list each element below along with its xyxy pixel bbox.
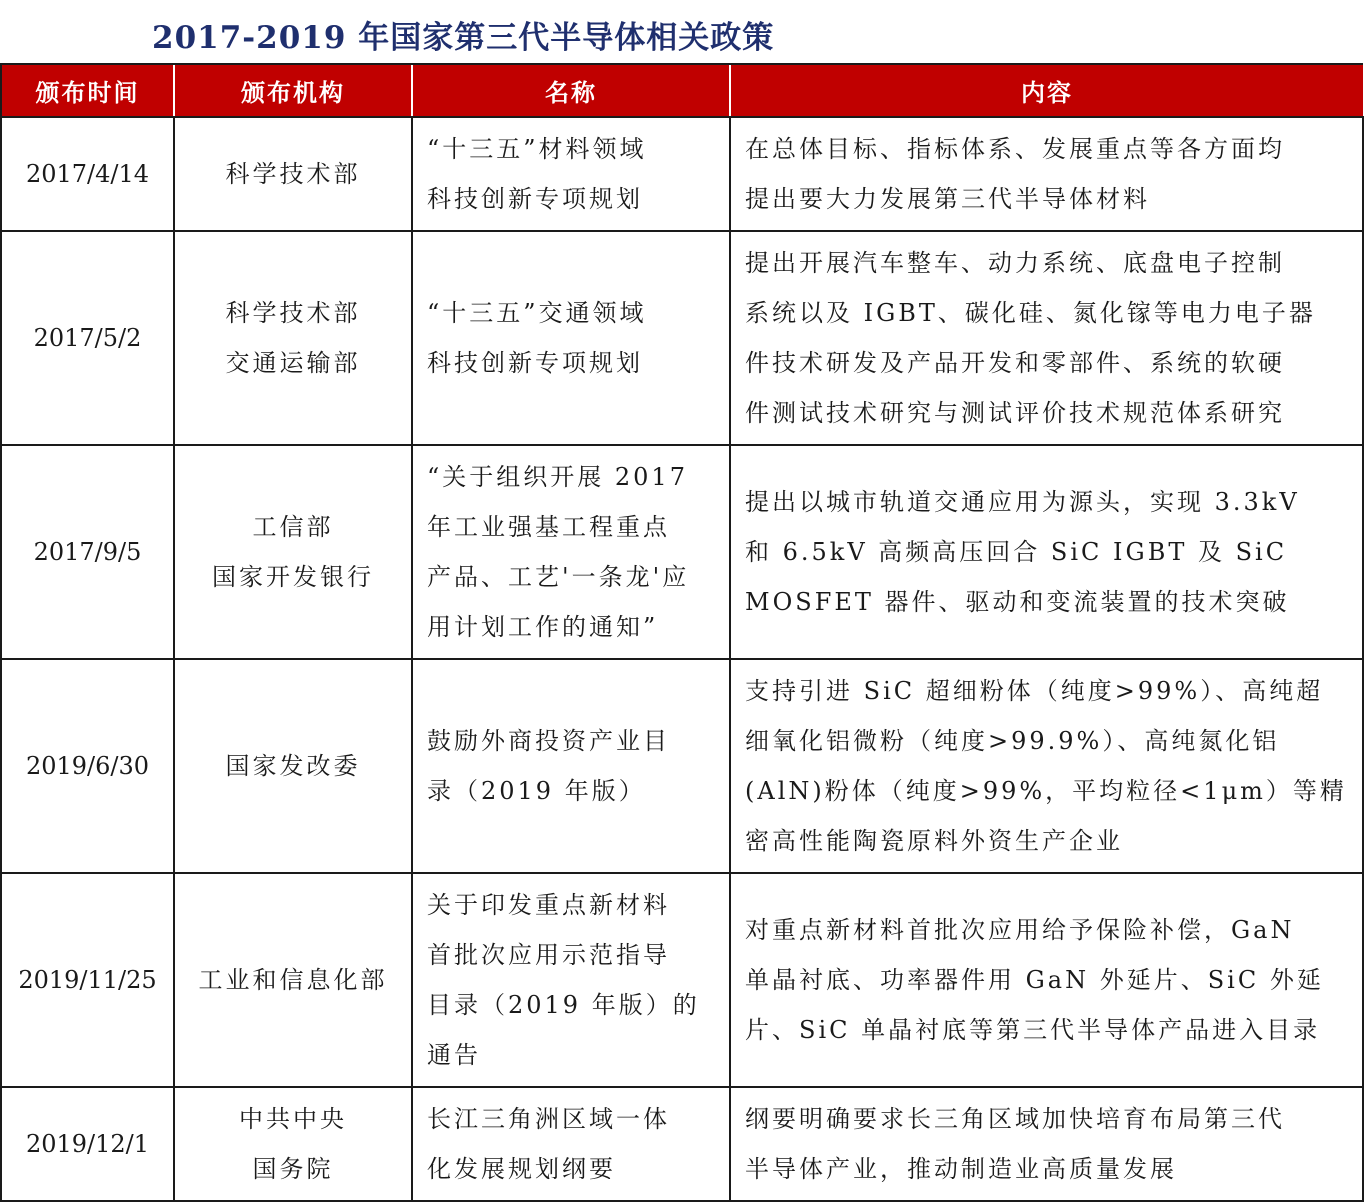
name-line: “十三五”材料领域 [427, 135, 647, 163]
cell-date: 2019/11/25 [1, 873, 174, 1087]
org-line: 工信部 [252, 513, 334, 541]
header-name: 名称 [412, 64, 730, 117]
content-line: 纲要明确要求长三角区域加快培育布局第三代 [745, 1105, 1285, 1133]
name-line: 年工业强基工程重点 [427, 513, 670, 541]
table-header-row [1, 64, 1363, 117]
content-line: 对重点新材料首批次应用给予保险补偿，GaN [745, 916, 1295, 944]
table-row [1, 659, 1363, 873]
cell-content [730, 873, 1363, 1087]
org-line: 科学技术部 [225, 299, 361, 327]
cell-name [412, 659, 730, 873]
content-line: (AlN)粉体（纯度>99%，平均粒径<1μm）等精 [745, 777, 1347, 805]
name-line: 科技创新专项规划 [427, 349, 643, 377]
content-line: MOSFET 器件、驱动和变流装置的技术突破 [745, 588, 1290, 616]
cell-date: 2017/9/5 [1, 445, 174, 659]
content-line: 系统以及 IGBT、碳化硅、氮化镓等电力电子器 [745, 299, 1316, 327]
table-row [1, 231, 1363, 445]
cell-org [174, 117, 412, 231]
content-line: 提出要大力发展第三代半导体材料 [745, 185, 1150, 213]
table-row [1, 445, 1363, 659]
content-line: 细氧化铝微粉（纯度>99.9%）、高纯氮化铝 [745, 727, 1280, 755]
cell-name [412, 445, 730, 659]
content-line: 件技术研发及产品开发和零部件、系统的软硬 [745, 349, 1285, 377]
header-org: 颁布机构 [174, 64, 412, 117]
content-line: 片、SiC 单晶衬底等第三代半导体产品进入目录 [745, 1016, 1321, 1044]
name-line: “十三五”交通领域 [427, 299, 647, 327]
org-line: 工业和信息化部 [198, 966, 388, 994]
org-line: 国务院 [252, 1155, 334, 1183]
cell-date: 2017/5/2 [1, 231, 174, 445]
name-line: 用计划工作的通知” [427, 613, 659, 641]
org-line: 中共中央 [239, 1105, 347, 1133]
cell-content [730, 659, 1363, 873]
name-line: 关于印发重点新材料 [427, 891, 670, 919]
cell-org [174, 445, 412, 659]
header-content: 内容 [730, 64, 1363, 117]
name-line: 化发展规划纲要 [427, 1155, 616, 1183]
cell-name [412, 873, 730, 1087]
page-title: 2017-2019 年国家第三代半导体相关政策 [152, 20, 775, 56]
name-line: 产品、工艺'一条龙'应 [427, 563, 690, 591]
name-line: 通告 [427, 1041, 481, 1069]
org-line: 交通运输部 [225, 349, 361, 377]
cell-content [730, 117, 1363, 231]
table-row [1, 1087, 1363, 1201]
content-line: 和 6.5kV 高频高压回合 SiC IGBT 及 SiC [745, 538, 1288, 566]
cell-org [174, 873, 412, 1087]
content-line: 密高性能陶瓷原料外资生产企业 [745, 827, 1123, 855]
content-line: 支持引进 SiC 超细粉体（纯度>99%）、高纯超 [745, 677, 1324, 705]
org-line: 科学技术部 [225, 160, 361, 188]
cell-org [174, 1087, 412, 1201]
name-line: 录（2019 年版） [427, 777, 646, 805]
content-line: 件测试技术研究与测试评价技术规范体系研究 [745, 399, 1285, 427]
name-line: 目录（2019 年版）的 [427, 991, 700, 1019]
org-line: 国家开发银行 [212, 563, 374, 591]
cell-org [174, 659, 412, 873]
content-line: 提出以城市轨道交通应用为源头，实现 3.3kV [745, 488, 1300, 516]
name-line: 鼓励外商投资产业目 [427, 727, 670, 755]
cell-date: 2019/6/30 [1, 659, 174, 873]
table-row [1, 873, 1363, 1087]
cell-org [174, 231, 412, 445]
header-date: 颁布时间 [1, 64, 174, 117]
cell-name [412, 117, 730, 231]
cell-content [730, 231, 1363, 445]
content-line: 半导体产业，推动制造业高质量发展 [745, 1155, 1177, 1183]
cell-name [412, 1087, 730, 1201]
cell-name [412, 231, 730, 445]
org-line: 国家发改委 [225, 752, 361, 780]
table-row [1, 117, 1363, 231]
name-line: 首批次应用示范指导 [427, 941, 670, 969]
cell-date: 2017/4/14 [1, 117, 174, 231]
name-line: 长江三角洲区域一体 [427, 1105, 670, 1133]
cell-content [730, 445, 1363, 659]
name-line: “关于组织开展 2017 [427, 463, 688, 491]
name-line: 科技创新专项规划 [427, 185, 643, 213]
content-line: 提出开展汽车整车、动力系统、底盘电子控制 [745, 249, 1285, 277]
content-line: 在总体目标、指标体系、发展重点等各方面均 [745, 135, 1285, 163]
cell-date: 2019/12/1 [1, 1087, 174, 1201]
content-line: 单晶衬底、功率器件用 GaN 外延片、SiC 外延 [745, 966, 1324, 994]
cell-content [730, 1087, 1363, 1201]
policy-table [0, 63, 1364, 1202]
